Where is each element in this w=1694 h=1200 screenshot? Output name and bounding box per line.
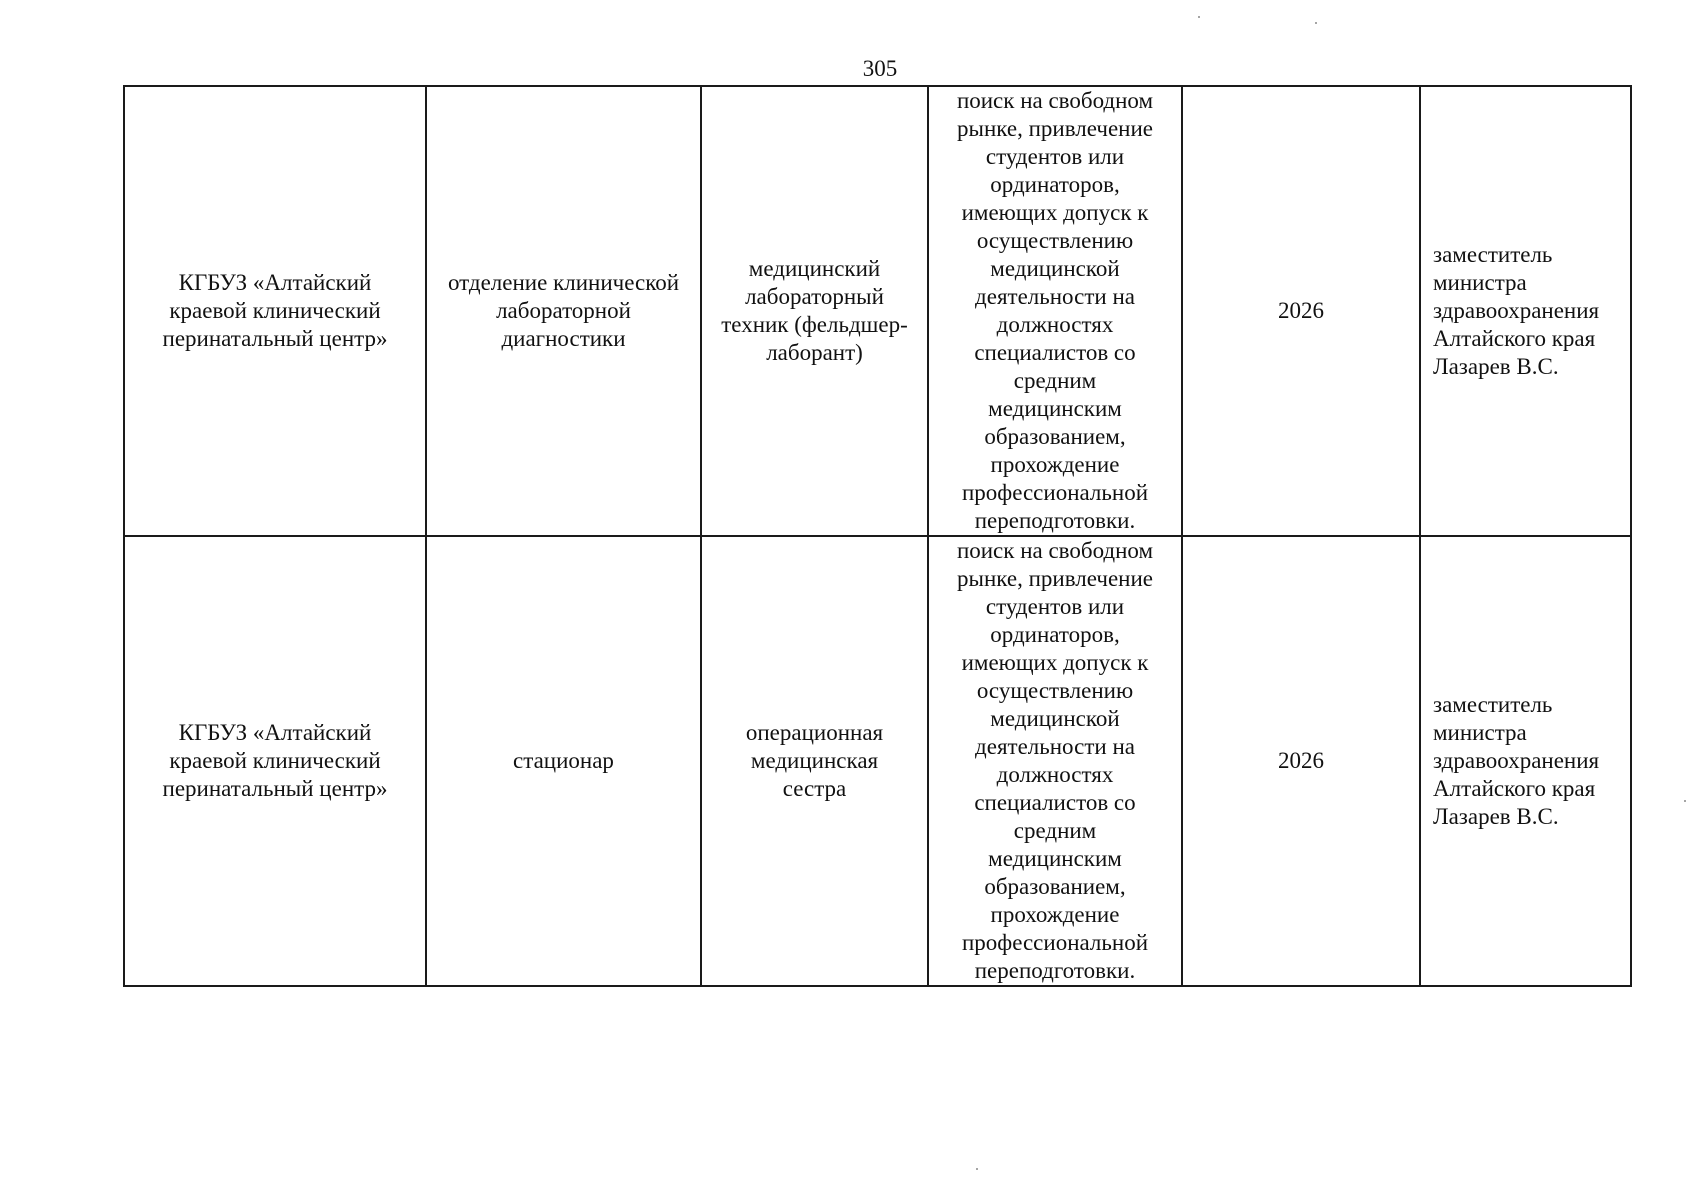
responsible-cell: заместитель министра здравоохранения Алтайского края Лазарев В.С. [1420,86,1631,536]
table-row [124,536,1631,986]
organization-cell: КГБУЗ «Алтайский краевой клинический перинатальный центр» [124,536,426,986]
measures-cell: поиск на свободном рынке, привлечение студентов или ординаторов, имеющих допуск к осуществлению медицинской деятельности на должностях специалистов со средним медицинским образованием, прохождение профессиональной переподготовки. [928,536,1182,986]
scan-speck [976,1168,978,1170]
organization-cell: КГБУЗ «Алтайский краевой клинический перинатальный центр» [124,86,426,536]
responsible-cell: заместитель министра здравоохранения Алтайского края Лазарев В.С. [1420,536,1631,986]
scan-speck [1198,16,1200,18]
staffing-table [123,85,1632,987]
department-cell: отделение клинической лабораторной диагностики [426,86,701,536]
year-cell: 2026 [1182,536,1420,986]
scan-speck [1684,800,1686,802]
page-number: 305 [862,56,898,81]
year-cell: 2026 [1182,86,1420,536]
scan-speck [1315,22,1317,24]
measures-cell: поиск на свободном рынке, привлечение студентов или ординаторов, имеющих допуск к осуществлению медицинской деятельности на должностях специалистов со средним медицинским образованием, прохождение профессиональной переподготовки. [928,86,1182,536]
position-cell: медицинский лабораторный техник (фельдшер-лаборант) [701,86,928,536]
position-cell: операционная медицинская сестра [701,536,928,986]
table-row [124,86,1631,536]
department-cell: стационар [426,536,701,986]
